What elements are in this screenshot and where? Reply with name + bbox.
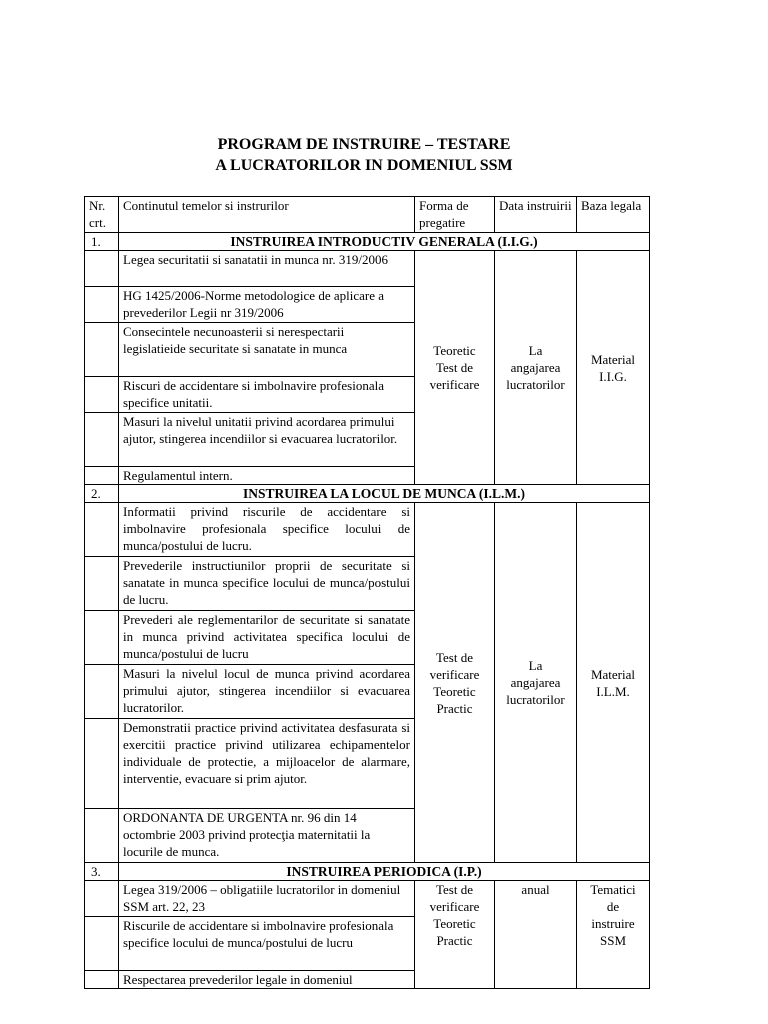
- topic-text: Regulamentul intern.: [119, 467, 415, 485]
- training-date: anual: [495, 881, 577, 989]
- training-form: Test de verificare Teoretic Practic: [415, 503, 495, 863]
- topic-text: HG 1425/2006-Norme metodologice de aplicare a prevederilor Legii nr 319/2006: [119, 287, 415, 323]
- training-form: Test de verificare Teoretic Practic: [415, 881, 495, 989]
- header-content: Continutul temelor si instrurilor: [119, 197, 415, 233]
- legal-basis: Material I.I.G.: [577, 251, 650, 485]
- table-row: [85, 881, 650, 917]
- document-title-line1: PROGRAM DE INSTRUIRE – TESTARE: [217, 136, 511, 153]
- topic-text: Demonstratii practice privind activitatea desfasurata si exercitii practice privind utilizarea echipamentelor individuale de protectie, a mijloacelor de alarmare, interventie, evacuare si prim ajutor.: [119, 719, 415, 809]
- section-title: INSTRUIREA INTRODUCTIV GENERALA (I.I.G.): [119, 233, 650, 251]
- topic-text: Prevederile instructiunilor proprii de securitate si sanatate in munca specifice locului de munca/postului de lucru.: [119, 557, 415, 611]
- section-nr: 2.: [85, 485, 119, 503]
- section-row: [85, 233, 650, 251]
- section-row: [85, 863, 650, 881]
- section-title: INSTRUIREA PERIODICA (I.P.): [119, 863, 650, 881]
- topic-text: Respectarea prevederilor legale in domeniul: [119, 971, 415, 989]
- section-nr: 3.: [85, 863, 119, 881]
- topic-text: Informatii privind riscurile de accidentare si imbolnavire profesionala specifice locului de munca/postului de lucru.: [119, 503, 415, 557]
- topic-text: Legea securitatii si sanatatii in munca nr. 319/2006: [119, 251, 415, 287]
- section-row: [85, 485, 650, 503]
- topic-text: Masuri la nivelul unitatii privind acordarea primului ajutor, stingerea incendiilor si evacuarea lucratorilor.: [119, 413, 415, 467]
- legal-basis: Tematici de instruire SSM: [577, 881, 650, 989]
- training-program-table: [84, 196, 650, 989]
- topic-text: Riscuri de accidentare si imbolnavire profesionala specifice unitatii.: [119, 377, 415, 413]
- training-date: La angajarea lucratorilor: [495, 251, 577, 485]
- topic-text: Legea 319/2006 – obligatiile lucratorilor in domeniul SSM art. 22, 23: [119, 881, 415, 917]
- header-basis: Baza legala: [577, 197, 650, 233]
- legal-basis: Material I.L.M.: [577, 503, 650, 863]
- training-date: La angajarea lucratorilor: [495, 503, 577, 863]
- header-date: Data instruirii: [495, 197, 577, 233]
- document-title-line2: A LUCRATORILOR IN DOMENIUL SSM: [215, 157, 513, 174]
- header-form: Forma de pregatire: [415, 197, 495, 233]
- topic-text: ORDONANTA DE URGENTA nr. 96 din 14 octombrie 2003 privind protecţia maternitatii la locurile de munca.: [119, 809, 415, 863]
- table-row: [85, 251, 650, 287]
- topic-text: Consecintele necunoasterii si nerespectarii legislatieide securitate si sanatate in munca: [119, 323, 415, 377]
- table-header-row: [85, 197, 650, 233]
- topic-text: Prevederi ale reglementarilor de securitate si sanatate in munca privind activitatea specifica locului de munca/postului de lucru: [119, 611, 415, 665]
- topic-text: Masuri la nivelul locul de munca privind acordarea primului ajutor, stingerea incendiilor si evacuarea lucratorilor.: [119, 665, 415, 719]
- section-title: INSTRUIREA LA LOCUL DE MUNCA (I.L.M.): [119, 485, 650, 503]
- topic-text: Riscurile de accidentare si imbolnavire profesionala specifice locului de munca/postului de lucru: [119, 917, 415, 971]
- section-nr: 1.: [85, 233, 119, 251]
- header-nr: Nr. crt.: [85, 197, 119, 233]
- table-row: [85, 503, 650, 557]
- training-form: Teoretic Test de verificare: [415, 251, 495, 485]
